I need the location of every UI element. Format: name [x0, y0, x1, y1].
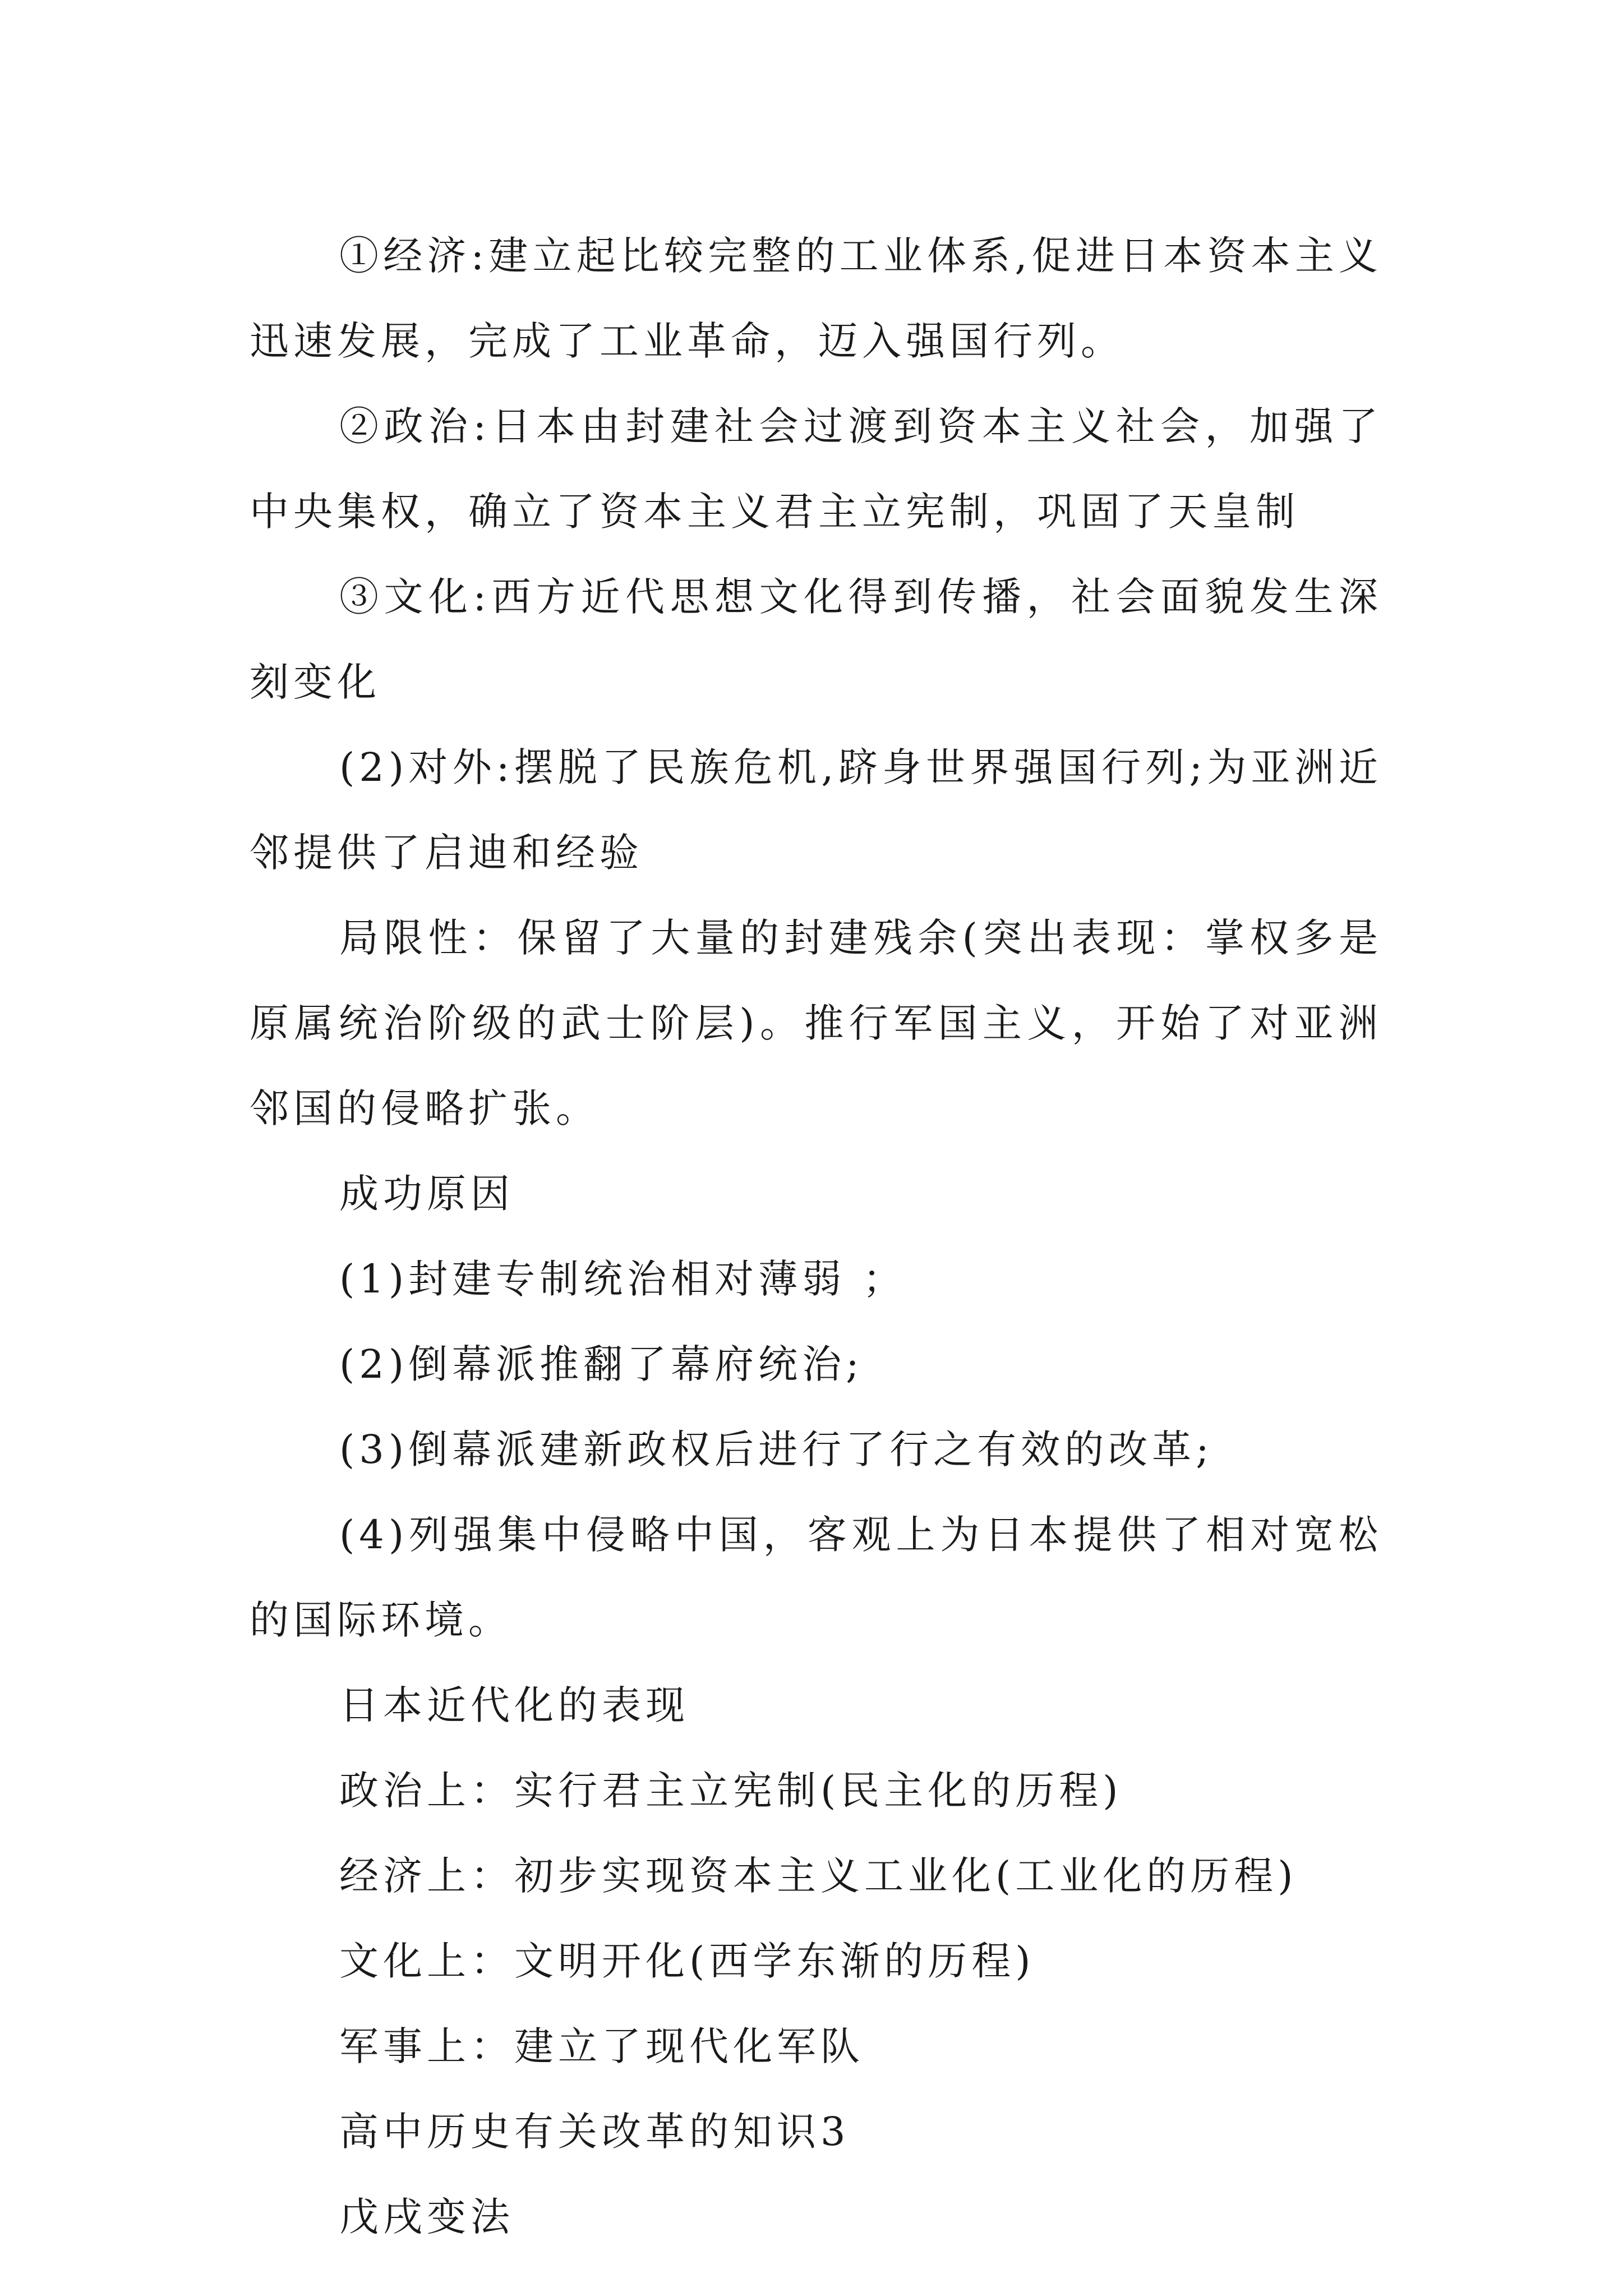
- heading-success-reasons: 成功原因: [339, 1171, 514, 1217]
- paragraph-economy-impact: ①经济:建立起比较完整的工业体系,促进日本资本主义迅速发展，完成了工业革命，迈入强国行列。: [250, 233, 1382, 364]
- paragraph-reason-1: (1)封建专制统治相对薄弱 ；: [339, 1256, 907, 1302]
- paragraph-external-impact: (2)对外:摆脱了民族危机,跻身世界强国行列;为亚洲近邻提供了启迪和经验: [250, 744, 1382, 876]
- paragraph-reason-4: (4)列强集中侵略中国，客观上为日本提供了相对宽松的国际环境。: [250, 1512, 1382, 1643]
- paragraph-reason-3: (3)倒幕派建新政权后进行了行之有效的改革;: [339, 1427, 1214, 1473]
- paragraph-modernization-politics: 政治上：实行君主立宪制(民主化的历程): [339, 1768, 1123, 1814]
- heading-wuxu-reform: 戊戌变法: [339, 2194, 514, 2240]
- paragraph-politics-impact: ②政治:日本由封建社会过渡到资本主义社会，加强了中央集权，确立了资本主义君主立宪制，巩固了天皇制: [250, 403, 1382, 535]
- paragraph-limitations: 局限性：保留了大量的封建残余(突出表现：掌权多是原属统治阶级的武士阶层)。推行军国主义，开始了对亚洲邻国的侵略扩张。: [250, 915, 1382, 1131]
- heading-modernization: 日本近代化的表现: [339, 1682, 689, 1728]
- heading-reform-knowledge-3: 高中历史有关改革的知识3: [339, 2109, 850, 2155]
- paragraph-modernization-economy: 经济上：初步实现资本主义工业化(工业化的历程): [339, 1853, 1298, 1899]
- paragraph-modernization-military: 军事上：建立了现代化军队: [339, 2023, 864, 2069]
- paragraph-modernization-culture: 文化上：文明开化(西学东渐的历程): [339, 1938, 1035, 1984]
- paragraph-culture-impact: ③文化:西方近代思想文化得到传播，社会面貌发生深刻变化: [250, 574, 1382, 705]
- document-body: [250, 213, 1382, 2260]
- paragraph-reason-2: (2)倒幕派推翻了幕府统治;: [339, 1341, 864, 1387]
